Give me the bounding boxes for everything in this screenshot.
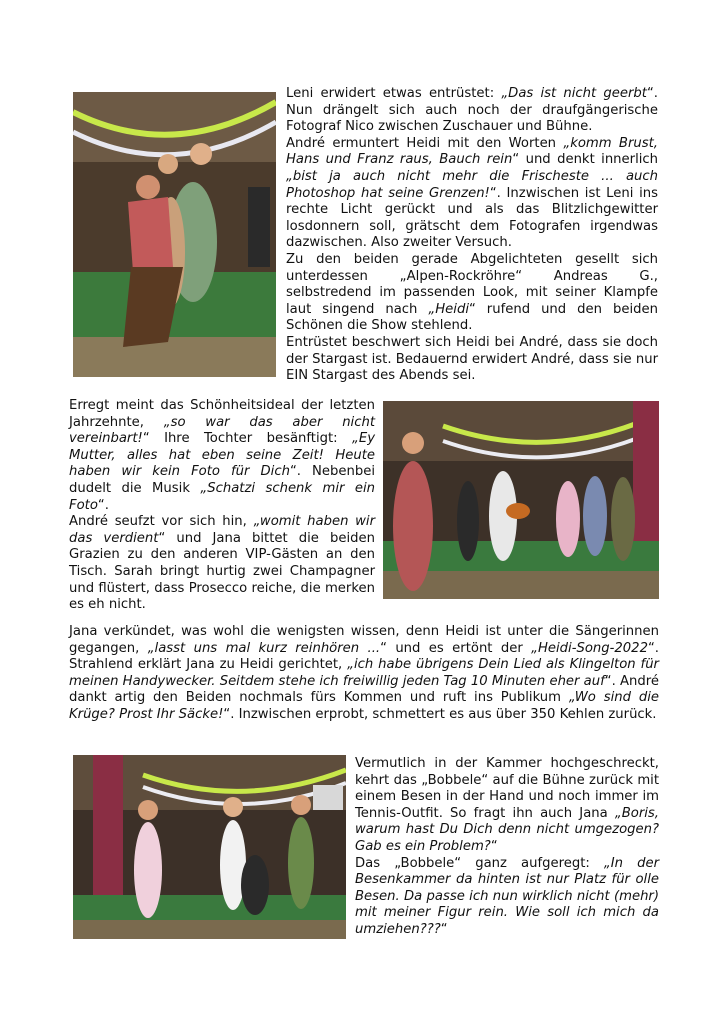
text-segment: “ und denkt innerlich [512, 152, 659, 168]
text-segment: “ und Jana bittet die beiden Grazien zu den anderen VIP-Gästen an den Tisch. Sarah bringt hurtig zwei Champagner und flüstert, dass Prosecco reiche, die merken es eh nicht. [69, 530, 375, 613]
text-block-1 [286, 86, 658, 385]
text-block-2 [69, 398, 375, 614]
text-segment: “. Nun drängelt sich auch noch der draufgängerische Fotograf Nico zwischen Zuschauer und Bühne. [286, 86, 658, 135]
text-segment: Erregt meint das Schönheitsideal der letzten Jahrzehnte, [69, 398, 375, 430]
quote-segment: „In der Besenkammer da hinten ist nur Platz für olle Besen. Da passe ich nun wirklich nicht (mehr) mit meiner Figur rein. Wie soll ich mich da umziehen??? [355, 855, 659, 937]
text-segment: André seufzt vor sich hin, [69, 514, 254, 530]
quote-segment: „womit haben wir das verdient [69, 514, 376, 546]
quote-segment: „Schatzi schenk mir ein Foto [69, 480, 375, 513]
paragraph [69, 624, 659, 724]
text-segment: “. André dankt artig den Beiden nochmals fürs Kommen und ruft ins Publikum [69, 673, 659, 706]
text-segment: “ rufend und den beiden Schönen die Show stehlend. [286, 301, 658, 334]
quote-segment: „bist ja auch nicht mehr die Frischeste ... auch Photoshop hat seine Grenzen! [286, 168, 658, 201]
paragraph [355, 756, 659, 856]
paragraph [355, 856, 659, 939]
text-segment: “. Inzwischen erprobt, schmettert es aus über 350 Kehlen zurück. [223, 706, 657, 722]
text-segment: “ [440, 921, 448, 937]
quote-segment: „Wo sind die Krüge? Prost Ihr Säcke! [69, 690, 660, 722]
text-segment: “. Nebenbei dudelt die Musik [69, 464, 375, 496]
paragraph [286, 136, 658, 252]
quote-segment: „Heidi [428, 301, 469, 317]
text-segment: Jana verkündet, was wohl die wenigsten wissen, denn Heidi ist unter die Sängerinnen gegangen, [69, 624, 659, 656]
quote-segment: „Heidi-Song-2022 [531, 640, 648, 656]
text-segment: Vermutlich in der Kammer hochgeschreckt, kehrt das „Bobbele“ auf die Bühne zurück mit einem Besen in der Hand und noch immer im Tennis-Outfit. So fragt ihn auch Jana [355, 756, 659, 821]
text-segment: “. [97, 497, 109, 513]
quote-segment: „ich habe übrigens Dein Lied als Klingelton für meinen Handywecker. Seitdem stehe ich freiwillig jeden Tag 10 Minuten eher auf [69, 657, 659, 689]
text-block-4 [355, 756, 659, 939]
photo-stage-musicians [383, 401, 659, 599]
text-segment: Entrüstet beschwert sich Heidi bei André, dass sie doch der Stargast ist. Bedauernd erwidert André, dass sie nur EIN Stargast des Abends sei. [286, 334, 658, 384]
quote-segment: „Ey Mutter, alles hat eben seine Zeit! Heute haben wir kein Foto für Dich [69, 431, 375, 480]
paragraph [286, 86, 658, 136]
text-segment: André ermuntert Heidi mit den Worten [286, 135, 564, 151]
text-segment: “. Strahlend erklärt Jana zu Heidi gerichtet, [69, 640, 659, 673]
paragraph [69, 398, 375, 514]
paragraph [286, 252, 658, 335]
text-segment: “ [490, 838, 498, 854]
text-segment: “. Inzwischen ist Leni ins rechte Licht gerückt und als das Blitzlichgewitter losdonnern soll, grätscht dem Fotografen irgendwas dazwischen. Also zweiter Versuch. [286, 185, 658, 251]
text-segment: “ und es ertönt der [380, 640, 532, 656]
text-segment: Zu den beiden gerade Abgelichteten gesellt sich unterdessen „Alpen-Rockröhre“ Andreas G., selbstredend im passenden Look, mit seiner Klampfe laut singend nach [286, 251, 658, 317]
paragraph [69, 514, 375, 614]
quote-segment: „Boris, warum hast Du Dich denn nicht umgezogen? Gab es ein Problem? [355, 805, 659, 854]
quote-segment: „lasst uns mal kurz reinhören ... [147, 640, 381, 656]
quote-segment: „komm Brust, Hans und Franz raus, Bauch rein [286, 135, 658, 168]
photo-tennis-outfit [73, 755, 346, 939]
text-segment: “ Ihre Tochter besänftigt: [142, 431, 353, 447]
text-segment: Das „Bobbele“ ganz aufgeregt: [355, 855, 604, 871]
photo-photographer-stage [73, 92, 276, 377]
text-block-3 [69, 624, 659, 724]
quote-segment: „so war das aber nicht vereinbart! [69, 414, 375, 447]
quote-segment: „Das ist nicht geerbt [501, 86, 647, 101]
text-segment: Leni erwidert etwas entrüstet: [286, 86, 502, 101]
paragraph [286, 335, 658, 385]
